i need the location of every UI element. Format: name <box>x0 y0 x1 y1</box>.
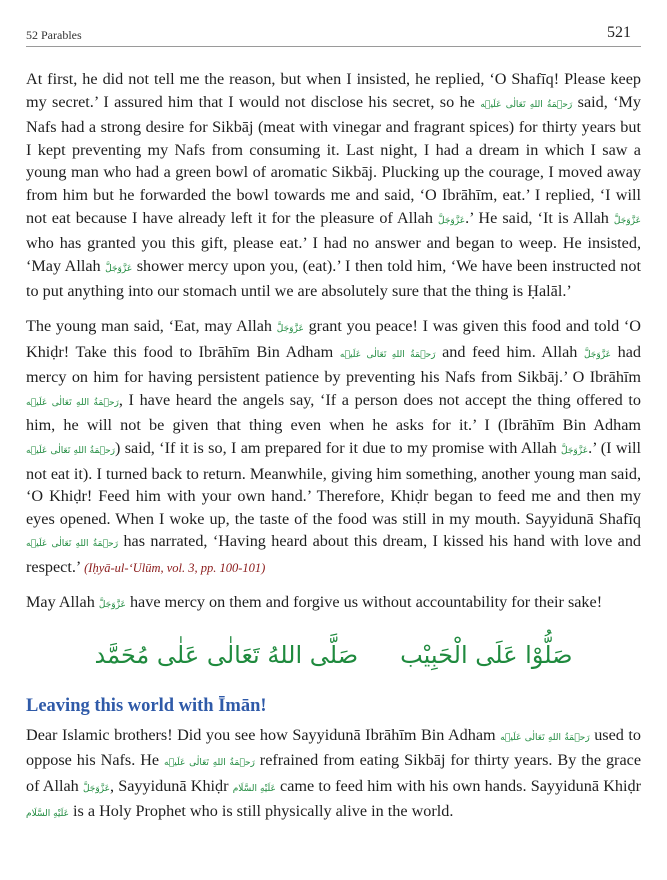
section-heading: Leaving this world with Īmān! <box>26 696 267 717</box>
paragraph-young-man-reply: The young man said, ‘Eat, may Allah عَزَّوَجَلَّ grant you peace! I was given this food and told ‘O Khiḍr! Take this food to Ibrāhīm Bin Adham رَحۡمَةُ اللهِ تَعَالٰی عَلَیۡه and feed him. Allah عَزَّوَجَلَّ had mercy on him for having persistent patience by preventing his Nafs from Sikbāj.’ O Ibrāhīm رَحۡمَةُ اللهِ تَعَالٰی عَلَیۡه, I have heard the angels say, ‘If a person does not accept the thing offered to him, he will not be given that thing even when he asks for it.’ I (Ibrāhīm Bin Adham رَحۡمَةُ اللهِ تَعَالٰی عَلَیۡه) said, ‘If it is so, I am prepared for it due to my promise with Allah عَزَّوَجَلَّ.’ (I will not eat it). I turned back to return. Meanwhile, giving him something, another young man said, ‘O Khiḍr! Feed him with your own hand.’ Therefore, Khiḍr began to feed me and then my eyes opened. When I woke up, the taste of the food was still in my mouth. Sayyidunā Shafīq رَحۡمَةُ اللهِ تَعَالٰی عَلَیۡه has narrated, ‘Having heard about this dream, I kissed his hand with love and respect.’ (Iḥyā-ul-‘Ulūm, vol. 3, pp. 100-101) <box>26 316 642 576</box>
honorific-azza-wa-jall: عَزَّوَجَلَّ <box>105 263 133 274</box>
running-title: 52 Parables <box>26 28 82 42</box>
honorific-alayhis-salam: عَلَيْهِ السَّلَام <box>232 783 276 794</box>
salat-right-phrase: صَلُّوْا عَلَى الْحَبِيْب <box>400 640 573 669</box>
honorific-rahmatullah: رَحۡمَةُ اللهِ تَعَالٰی عَلَیۡه <box>26 539 119 550</box>
honorific-azza-wa-jall: عَزَّوَجَلَّ <box>98 600 126 611</box>
page-header <box>26 24 641 47</box>
honorific-rahmatullah: رَحۡمَةُ اللهِ تَعَالٰی عَلَیۡه <box>339 349 436 360</box>
honorific-azza-wa-jall: عَزَّوَجَلَّ <box>82 783 110 794</box>
salat-left-phrase: صَلَّى اللهُ تَعَالٰى عَلٰى مُحَمَّد <box>94 640 359 669</box>
honorific-azza-wa-jall: عَزَّوَجَلَّ <box>276 323 304 334</box>
honorific-rahmatullah: رَحۡمَةُ اللهِ تَعَالٰی عَلَیۡه <box>164 758 255 769</box>
paragraph-leaving-world: Dear Islamic brothers! Did you see how Sayyidunā Ibrāhīm Bin Adham رَحۡمَةُ اللهِ تَعَالٰی عَلَیۡه used to oppose his Nafs. He رَحۡمَةُ اللهِ تَعَالٰی عَلَیۡه refrained from eating Sikbāj for thirty years. By the grace of Allah عَزَّوَجَلَّ, Sayyidunā Khiḍr عَلَيْهِ السَّلَام came to feed him with his own hands. Sayyidunā Khiḍr عَلَيْهِ السَّلَام is a Holy Prophet who is still physically alive in the world. <box>26 725 642 821</box>
paragraph-prayer: May Allah عَزَّوَجَلَّ have mercy on them and forgive us without accountability for their sake! <box>26 593 603 612</box>
citation: (Iḥyā-ul-‘Ulūm, vol. 3, pp. 100-101) <box>84 560 266 575</box>
page-body <box>26 68 641 838</box>
honorific-rahmatullah: رَحۡمَةُ اللهِ تَعَالٰی عَلَیۡه <box>26 397 119 408</box>
honorific-azza-wa-jall: عَزَّوَجَلَّ <box>561 445 589 456</box>
honorific-azza-wa-jall: عَزَّوَجَلَّ <box>583 349 612 360</box>
honorific-azza-wa-jall: عَزَّوَجَلَّ <box>613 215 641 226</box>
honorific-rahmatullah: رَحۡمَةُ اللهِ تَعَالٰی عَلَیۡه <box>26 445 115 456</box>
honorific-azza-wa-jall: عَزَّوَجَلَّ <box>438 215 466 226</box>
honorific-rahmatullah: رَحۡمَةُ اللهِ تَعَالٰی عَلَیۡه <box>500 732 590 743</box>
paragraph-dream-account: At first, he did not tell me the reason, but when I insisted, he replied, ‘O Shafīq! Please keep my secret.’ I assured him that I would not disclose his secret, so he رَحۡمَةُ اللهِ تَعَالٰی عَلَیۡه said, ‘My Nafs had a strong desire for Sikbāj (meat with vinegar and fragrant spices) for thirty years but I kept preventing my Nafs from consuming it. Last night, I had a dream in which I saw a young man who had a green bowl of aromatic Sikbāj. Plucking up the courage, I moved away from him but he forwarded the bowl towards me and said, ‘O Ibrāhīm, eat.’ I replied, ‘I will not eat because I have already left it for the pleasure of Allah عَزَّوَجَلَّ.’ He said, ‘It is Allah عَزَّوَجَلَّ who has granted you this gift, please eat.’ I had no answer and began to weep. He insisted, ‘May Allah عَزَّوَجَلَّ shower mercy upon you, (eat).’ I then told him, ‘We have been instructed not to put anything into our stomach until we are absolutely sure that the thing is Ḥalāl.’ <box>26 70 642 301</box>
honorific-rahmatullah: رَحۡمَةُ اللهِ تَعَالٰی عَلَیۡه <box>480 99 573 110</box>
page-number: 521 <box>607 24 631 41</box>
honorific-alayhis-salam: عَلَيْهِ السَّلَام <box>26 809 69 820</box>
salat-calligraphy <box>26 629 641 681</box>
